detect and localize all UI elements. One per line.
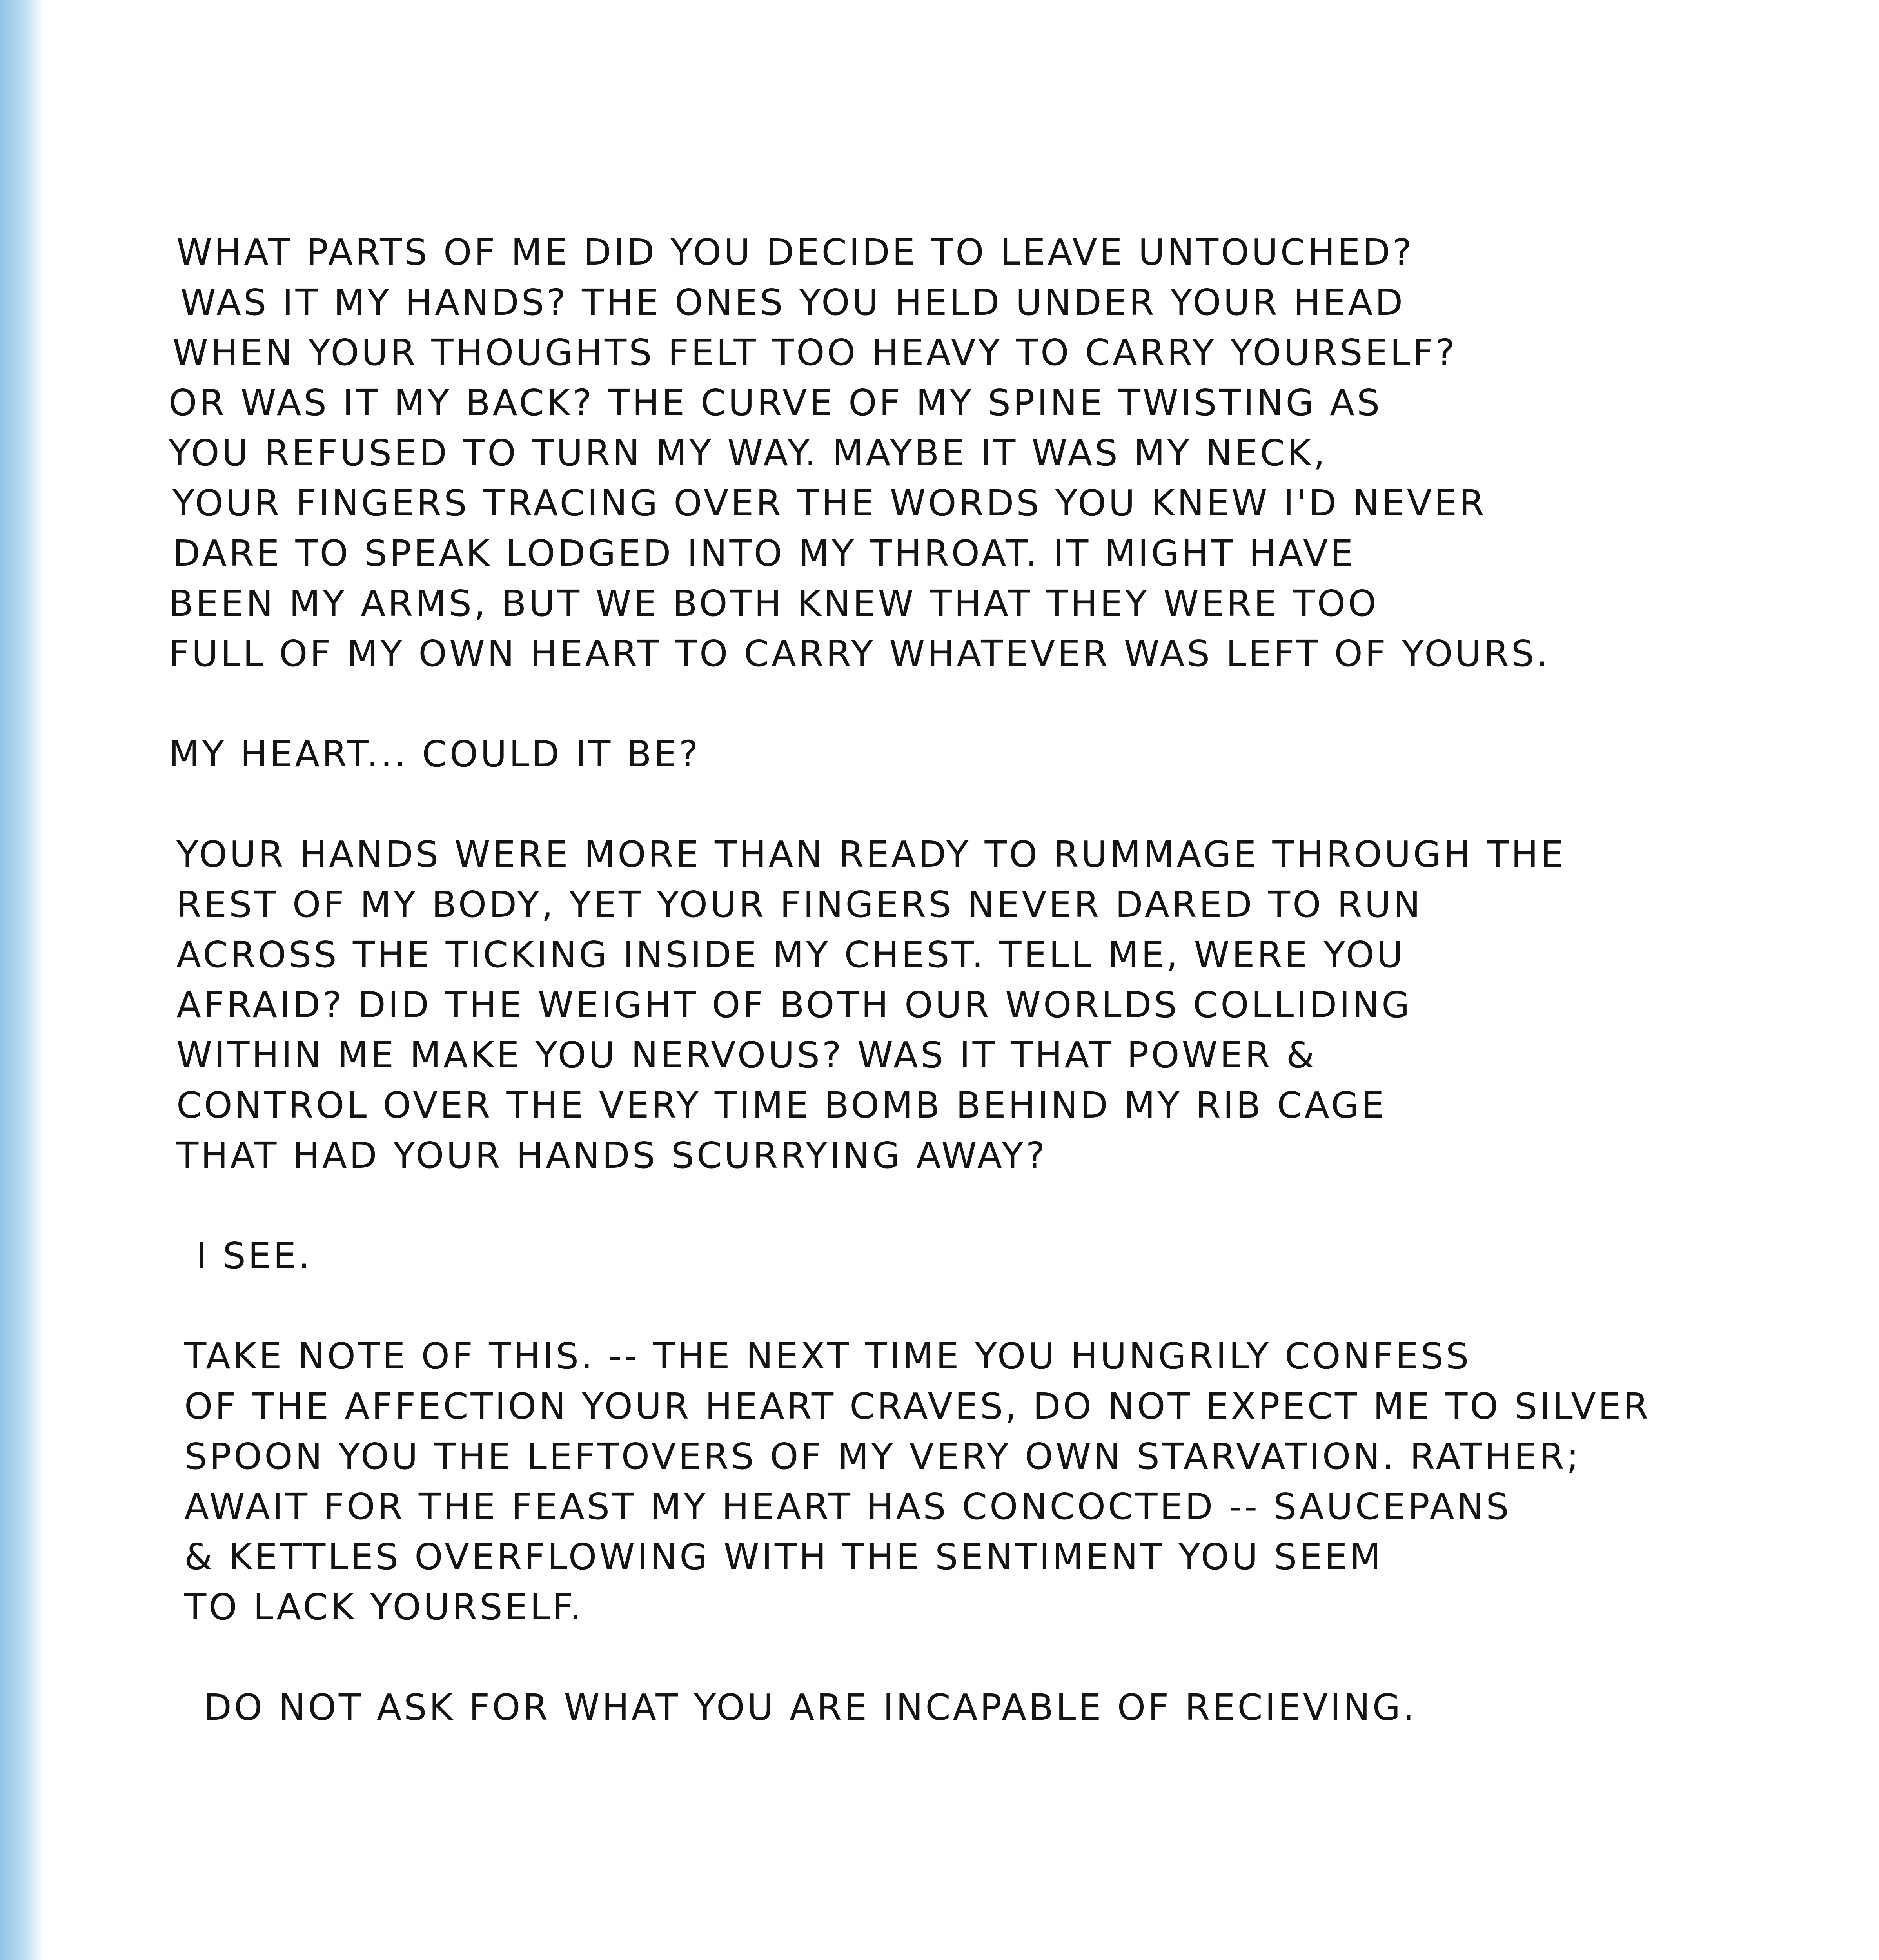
poem-line: WAS IT MY HANDS? THE ONES YOU HELD UNDER YOUR HEAD — [180, 281, 1405, 323]
scan-edge — [0, 0, 43, 1960]
poem-line: FULL OF MY OWN HEART TO CARRY WHATEVER WAS LEFT OF YOURS. — [169, 633, 1550, 675]
poem-line: OF THE AFFECTION YOUR HEART CRAVES, DO NOT EXPECT ME TO SILVER — [184, 1385, 1651, 1427]
handwritten-poem — [169, 227, 1650, 1783]
poem-line: YOUR HANDS WERE MORE THAN READY TO RUMMAGE THROUGH THE — [176, 833, 1566, 875]
poem-line: WHAT PARTS OF ME DID YOU DECIDE TO LEAVE UNTOUCHED? — [176, 231, 1414, 273]
poem-line: ACROSS THE TICKING INSIDE MY CHEST. TELL ME, WERE YOU — [176, 934, 1405, 976]
poem-line: THAT HAD YOUR HANDS SCURRYING AWAY? — [176, 1134, 1048, 1176]
poem-line: WHEN YOUR THOUGHTS FELT TOO HEAVY TO CARRY YOURSELF? — [172, 332, 1457, 374]
poem-line: WITHIN ME MAKE YOU NERVOUS? WAS IT THAT POWER & — [176, 1034, 1317, 1076]
poem-line: BEEN MY ARMS, BUT WE BOTH KNEW THAT THEY WERE TOO — [169, 583, 1379, 624]
poem-line: I SEE. — [196, 1235, 312, 1277]
poem-line: AWAIT FOR THE FEAST MY HEART HAS CONCOCTED -- SAUCEPANS — [184, 1486, 1511, 1528]
poem-line: OR WAS IT MY BACK? THE CURVE OF MY SPINE TWISTING AS — [169, 382, 1382, 424]
poem-line: MY HEART... COULD IT BE? — [169, 733, 701, 775]
poem-line: CONTROL OVER THE VERY TIME BOMB BEHIND MY RIB CAGE — [176, 1084, 1387, 1126]
poem-line: TAKE NOTE OF THIS. -- THE NEXT TIME YOU HUNGRILY CONFESS — [184, 1335, 1471, 1377]
stanza-5 — [169, 1331, 1650, 1632]
stanza-6 — [169, 1682, 1650, 1733]
poem-line: & KETTLES OVERFLOWING WITH THE SENTIMENT YOU SEEM — [184, 1536, 1383, 1578]
poem-line: DARE TO SPEAK LODGED INTO MY THROAT. IT MIGHT HAVE — [172, 532, 1356, 574]
poem-line: REST OF MY BODY, YET YOUR FINGERS NEVER DARED TO RUN — [176, 884, 1423, 926]
poem-line: YOU REFUSED TO TURN MY WAY. MAYBE IT WAS MY NECK, — [169, 432, 1327, 474]
stanza-4 — [169, 1231, 1650, 1281]
poem-line: YOUR FINGERS TRACING OVER THE WORDS YOU KNEW I'D NEVER — [172, 482, 1487, 524]
poem-line: TO LACK YOURSELF. — [184, 1586, 584, 1628]
poem-line: SPOON YOU THE LEFTOVERS OF MY VERY OWN STARVATION. RATHER; — [184, 1436, 1581, 1477]
poem-line: AFRAID? DID THE WEIGHT OF BOTH OUR WORLDS COLLIDING — [176, 984, 1412, 1026]
stanza-2 — [169, 729, 1650, 779]
poem-line: DO NOT ASK FOR WHAT YOU ARE INCAPABLE OF RECIEVING. — [204, 1686, 1417, 1728]
stanza-1 — [169, 227, 1650, 679]
stanza-3 — [169, 829, 1650, 1181]
